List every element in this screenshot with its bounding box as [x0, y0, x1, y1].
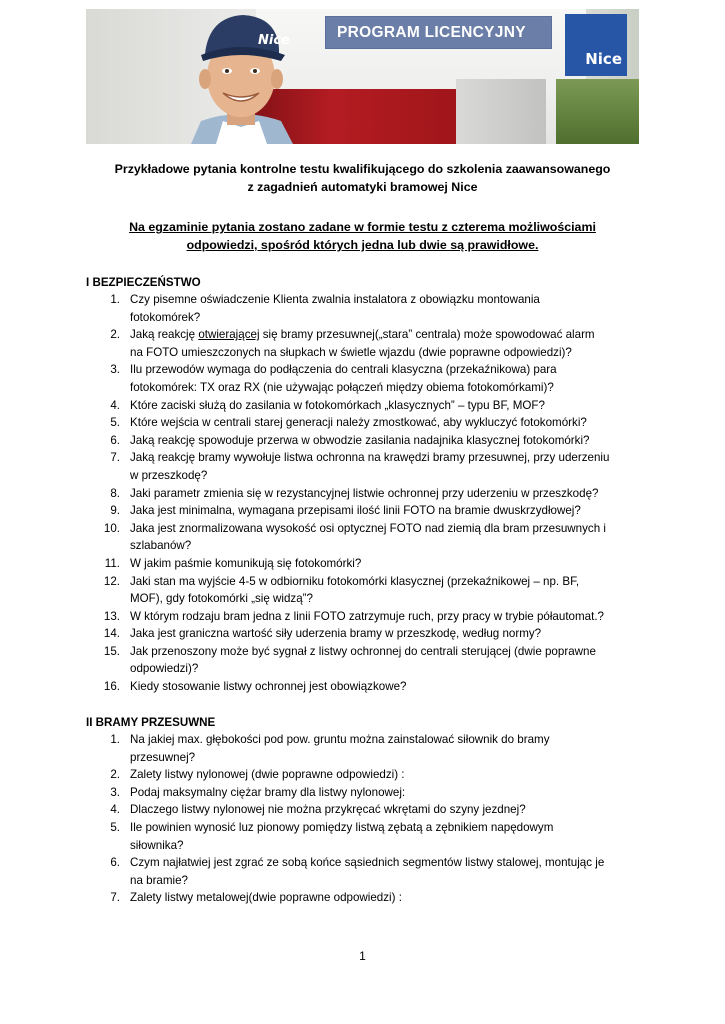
question-text: fotokomórek?	[130, 310, 201, 324]
list-number: 15.	[103, 644, 120, 658]
question-text: Ile powinien wynosić luz pionowy pomiędzy listwą zębatą a zębnikiem napędowym	[130, 820, 554, 834]
question-text: Podaj maksymalny ciężar bramy dla listwy nylonowej:	[130, 785, 406, 799]
question-text: Na jakiej max. głębokości pod pow. gruntu można zainstalować siłownik do bramy	[130, 733, 550, 746]
list-number: 13.	[103, 609, 120, 623]
question-text: Jaką reakcję	[130, 328, 199, 342]
question-text: Zalety listwy metalowej(dwie poprawne odpowiedzi) :	[130, 891, 402, 905]
question-text: Jaki stan ma wyjście 4-5 w odbiorniku fotokomórki klasycznej (przekaźnikowej – np. BF,	[130, 574, 580, 588]
question-text: Jak przenoszony może być sygnał z listwy ochronnej do centrali sterującej (dwie poprawne	[130, 644, 596, 658]
list-item	[86, 784, 646, 802]
question-text: Kiedy stosowanie listwy ochronnej jest obowiązkowe?	[130, 680, 407, 694]
subtitle-line-1: Na egzaminie pytania zostano zadane w formie testu z czterema możliwościami	[129, 220, 596, 234]
list-number: 1.	[110, 293, 120, 306]
page-number: 1	[359, 949, 366, 963]
list-item	[86, 449, 646, 484]
question-text: odpowiedzi)?	[130, 662, 199, 676]
question-text: Jaką reakcję spowoduje przerwa w obwodzie zasilania nadajnika klasycznej fotokomórki?	[130, 433, 590, 447]
list-item	[86, 573, 646, 608]
question-text: przesuwnej?	[130, 750, 196, 764]
program-label: PROGRAM LICENCYJNY	[337, 24, 526, 41]
list-item	[86, 625, 646, 643]
subtitle-line-2: odpowiedzi, spośród których jedna lub dwie są prawidłowe.	[186, 238, 539, 252]
list-item	[86, 608, 646, 626]
list-item	[86, 485, 646, 503]
list-item	[86, 291, 646, 326]
underlined-word: otwierającej	[198, 328, 260, 342]
list-item	[86, 889, 646, 907]
question-text: Ilu przewodów wymaga do podłączenia do centrali klasyczna (przekaźnikowa) para	[130, 363, 557, 377]
list-number: 1.	[110, 733, 120, 746]
list-number: 9.	[110, 504, 120, 518]
question-text: Jaki parametr zmienia się w rezystancyjnej listwie ochronnej przy uderzeniu w przeszkodę?	[130, 486, 599, 500]
question-text: Jaka jest minimalna, wymagana przepisami ilość linii FOTO na bramie dwuskrzydłowej?	[130, 504, 581, 518]
question-text: fotokomórek: TX oraz RX (nie używając połączeń między obiema fotokomórkami)?	[130, 380, 554, 394]
list-number: 16.	[103, 680, 120, 694]
list-item	[86, 678, 646, 696]
list-item	[86, 731, 646, 766]
list-item	[86, 397, 646, 415]
question-text: na FOTO umieszczonych na słupkach w świetle wjazdu (dwie poprawne odpowiedzi)?	[130, 345, 572, 359]
list-item	[86, 502, 646, 520]
list-item	[86, 520, 646, 555]
list-number: 6.	[110, 433, 120, 447]
question-text: Które zaciski służą do zasilania w fotokomórkach „klasycznych” – typu BF, MOF?	[130, 398, 545, 412]
question-text: Czy pisemne oświadczenie Klienta zwalnia instalatora z obowiązku montowania	[130, 293, 540, 306]
list-number: 11.	[104, 556, 120, 570]
list-number: 5.	[110, 820, 120, 834]
document-subtitle	[60, 218, 665, 254]
question-text: Czym najłatwiej jest zgrać ze sobą końce sąsiednich segmentów listwy stalowej, montując je	[130, 856, 605, 870]
list-number: 14.	[103, 627, 120, 641]
question-text: Jaką reakcję bramy wywołuje listwa ochronna na krawędzi bramy przesuwnej, przy uderzeniu	[130, 451, 610, 465]
list-number: 10.	[103, 521, 120, 535]
question-list-safety	[86, 291, 646, 696]
question-text: W którym rodzaju bram jedna z linii FOTO zatrzymuje ruch, przy pracy w trybie półautomat.?	[130, 609, 604, 623]
question-text: Które wejścia w centrali starej generacji należy zmostkować, aby wykluczyć fotokomórki?	[130, 416, 587, 430]
list-item	[86, 414, 646, 432]
list-number: 6.	[110, 856, 120, 870]
question-text: W jakim paśmie komunikują się fotokomórki?	[130, 556, 362, 570]
title-line-1: Przykładowe pytania kontrolne testu kwalifikującego do szkolenia zaawansowanego	[114, 162, 611, 176]
list-number: 4.	[110, 803, 120, 817]
list-number: 3.	[110, 785, 120, 799]
cap-logo-text: Nice	[258, 33, 290, 48]
list-item	[86, 326, 646, 361]
list-item	[86, 766, 646, 784]
section-heading-sliding-gates: II BRAMY PRZESUWNE	[86, 716, 216, 729]
nice-logo-text: Nice	[585, 50, 622, 68]
list-item	[86, 854, 646, 889]
list-number: 8.	[110, 486, 120, 500]
list-number: 7.	[110, 891, 120, 905]
list-item	[86, 361, 646, 396]
question-text: się bramy przesuwnej(„stara” centrala) może spowodować alarm	[259, 328, 595, 342]
list-number: 12.	[103, 574, 120, 588]
list-item	[86, 801, 646, 819]
question-text: Jaka jest graniczna wartość siły uderzenia bramy w przeszkodę, według normy?	[130, 627, 542, 641]
question-list-sliding-gates	[86, 731, 646, 907]
list-item	[86, 643, 646, 678]
list-number: 7.	[110, 451, 120, 465]
program-label-box	[325, 16, 552, 49]
question-text: w przeszkodę?	[130, 468, 208, 482]
list-item	[86, 432, 646, 450]
grey-gate	[456, 79, 546, 144]
list-number: 4.	[110, 398, 120, 412]
question-text: MOF), gdy fotokomórki „się widzą”?	[130, 592, 313, 606]
question-text: siłownika?	[130, 838, 184, 852]
document-title	[60, 160, 665, 196]
list-number: 2.	[110, 328, 120, 342]
question-text: na bramie?	[130, 873, 189, 887]
hedge	[556, 79, 639, 144]
question-text: Zalety listwy nylonowej (dwie poprawne odpowiedzi) :	[130, 768, 405, 782]
list-number: 3.	[110, 363, 120, 377]
section-heading-safety: I BEZPIECZEŃSTWO	[86, 276, 201, 289]
question-text: szlabanów?	[130, 539, 192, 553]
title-line-2: z zagadnień automatyki bramowej Nice	[247, 180, 478, 194]
installer-photo	[161, 9, 321, 144]
list-item	[86, 819, 646, 854]
nice-logo	[565, 14, 627, 76]
list-number: 5.	[110, 416, 120, 430]
question-text: Jaka jest znormalizowana wysokość osi optycznej FOTO nad ziemią dla bram przesuwnych i	[130, 521, 606, 535]
question-text: Dlaczego listwy nylonowej nie można przykręcać wkrętami do szyny jezdnej?	[130, 803, 526, 817]
list-item	[86, 555, 646, 573]
list-number: 2.	[110, 768, 120, 782]
